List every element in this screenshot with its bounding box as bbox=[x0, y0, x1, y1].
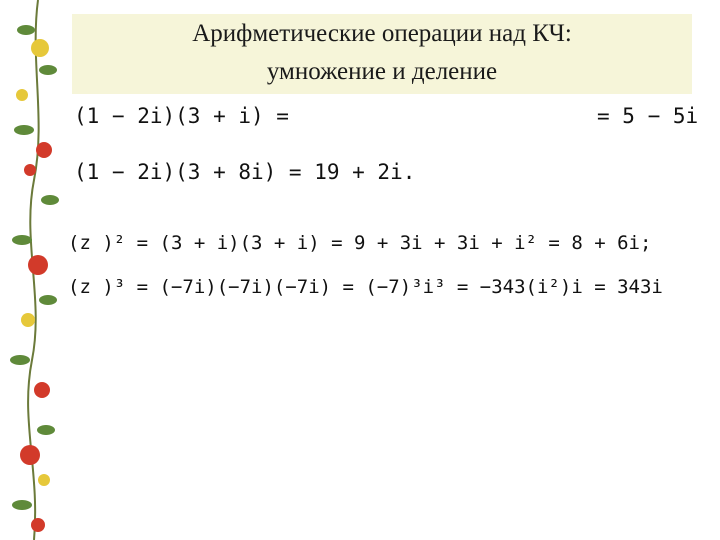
floral-vine-decoration bbox=[0, 0, 72, 540]
slide-title-line-2: умножение и деление bbox=[266, 58, 498, 85]
equation-3: (z )² = (3 + i)(3 + i) = 9 + 3i + 3i + i² = 8 + 6i; bbox=[68, 232, 652, 254]
equation-1-left: (1 − 2i)(3 + i) = bbox=[74, 104, 289, 128]
equation-2: (1 − 2i)(3 + 8i) = 19 + 2i. bbox=[74, 160, 416, 184]
slide-title-line-1: Арифметические операции над КЧ: bbox=[192, 20, 572, 47]
equation-4: (z )³ = (−7i)(−7i)(−7i) = (−7)³i³ = −343(i²)i = 343i bbox=[68, 276, 663, 298]
equation-1-right: = 5 − 5i bbox=[597, 104, 699, 128]
slide-title-box bbox=[72, 14, 692, 94]
